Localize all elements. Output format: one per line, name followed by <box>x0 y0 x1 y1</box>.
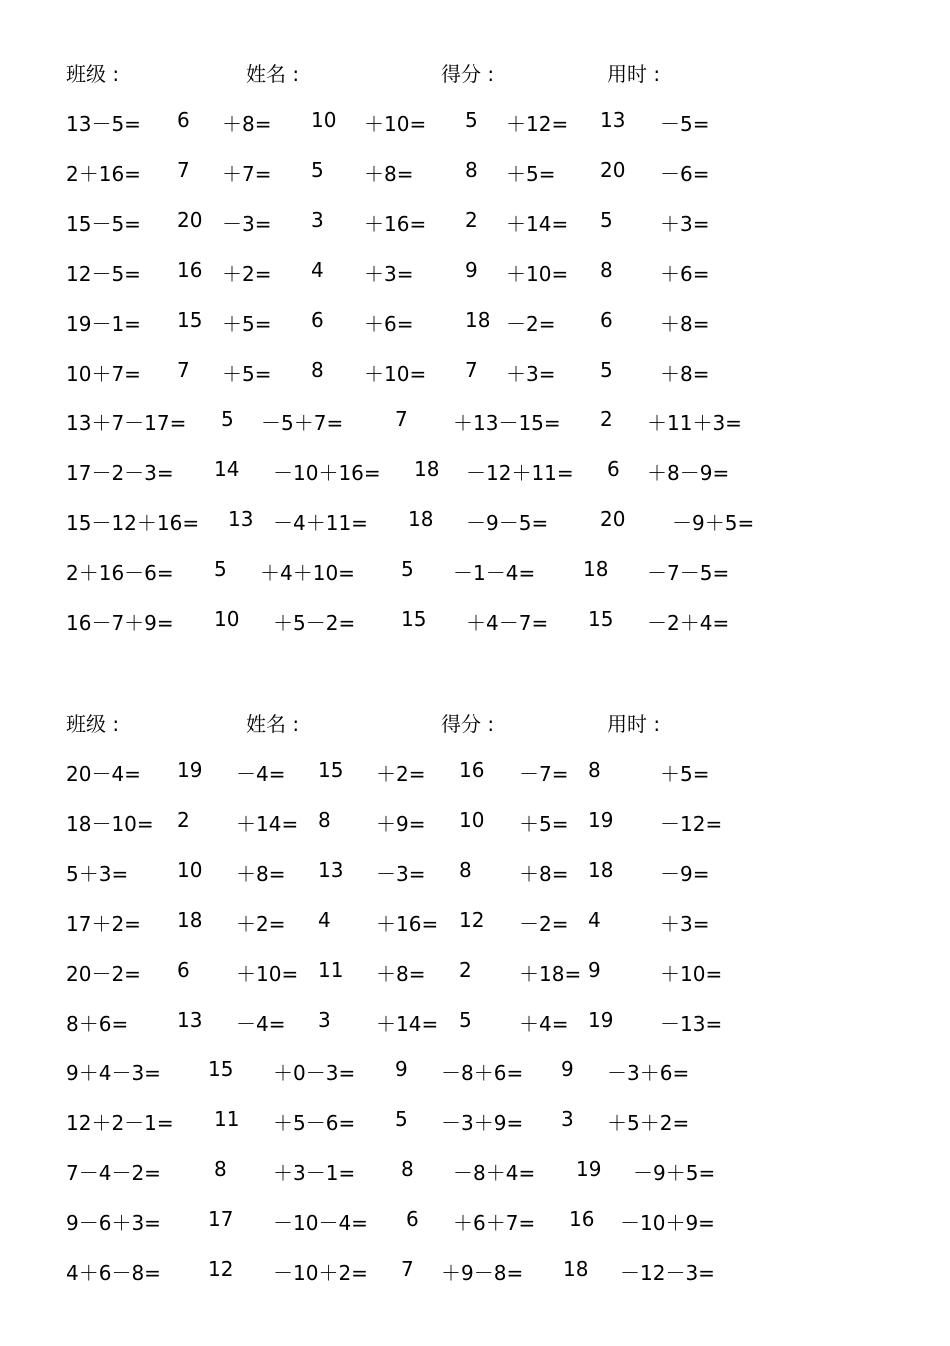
expression-cell: ＋2= <box>222 261 272 286</box>
number-cell: 15 <box>318 758 344 782</box>
expression-cell: ＋4＋10= <box>260 561 355 586</box>
expression-cell: ＋6＋7= <box>453 1211 536 1236</box>
expression-cell: ＋10= <box>506 261 569 286</box>
expression-cell: 2＋16－6= <box>66 561 174 586</box>
number-cell: 3 <box>318 1007 331 1032</box>
number-cell: 7 <box>177 357 190 382</box>
expression-cell: ＋11＋3= <box>647 411 742 436</box>
expression-cell: ＋8= <box>660 361 710 386</box>
expression-cell: ＋13－15= <box>453 411 561 436</box>
expression-cell: －7= <box>519 762 569 786</box>
expression-cell: ＋8= <box>519 861 569 886</box>
problem-row <box>0 407 950 437</box>
expression-cell: ＋8= <box>660 311 710 336</box>
number-cell: 6 <box>600 307 613 332</box>
problem-row <box>0 958 950 988</box>
expression-cell: ＋8= <box>364 161 414 186</box>
number-cell: 7 <box>395 407 408 432</box>
number-cell: 13 <box>600 108 626 132</box>
expression-cell: 7－4－2= <box>66 1161 161 1186</box>
expression-cell: －4= <box>236 1011 286 1036</box>
expression-cell: ＋9= <box>376 811 426 836</box>
number-cell: 2 <box>600 407 613 432</box>
number-cell: 6 <box>607 457 620 482</box>
number-cell: 8 <box>401 1157 414 1182</box>
number-cell: 16 <box>569 1207 595 1232</box>
expression-cell: －3＋9= <box>441 1111 524 1136</box>
number-cell: 15 <box>588 607 614 631</box>
expression-cell: 13－5= <box>66 112 141 136</box>
expression-cell: －7－5= <box>647 561 730 586</box>
expression-cell: －12－3= <box>620 1261 715 1285</box>
number-cell: 5 <box>395 1107 408 1132</box>
expression-cell: 18－10= <box>66 811 154 836</box>
expression-cell: 17－2－3= <box>66 461 174 486</box>
number-cell: 4 <box>311 257 324 282</box>
problem-row <box>0 1057 950 1087</box>
number-cell: 6 <box>406 1207 419 1232</box>
class-label: 班级 : <box>66 712 120 736</box>
expression-cell: ＋5= <box>222 361 272 386</box>
expression-cell: ＋10= <box>364 361 427 386</box>
number-cell: 5 <box>600 207 613 232</box>
number-cell: 18 <box>563 1257 589 1281</box>
number-cell: 6 <box>177 957 190 982</box>
number-cell: 7 <box>401 1257 414 1281</box>
problem-row <box>0 258 950 288</box>
expression-cell: ＋16= <box>376 911 439 936</box>
expression-cell: ＋2= <box>236 911 286 936</box>
number-cell: 10 <box>459 807 485 832</box>
number-cell: 5 <box>459 1007 472 1032</box>
number-cell: 15 <box>177 307 203 332</box>
number-cell: 5 <box>221 407 234 432</box>
expression-cell: －10＋2= <box>273 1261 368 1285</box>
expression-cell: ＋0－3= <box>273 1061 356 1086</box>
worksheet-header <box>0 58 950 88</box>
number-cell: 19 <box>588 1007 614 1032</box>
expression-cell: ＋3= <box>364 261 414 286</box>
name-label: 姓名 : <box>246 712 300 736</box>
expression-cell: ＋3= <box>660 211 710 236</box>
number-cell: 2 <box>177 807 190 832</box>
problem-row <box>0 858 950 888</box>
number-cell: 6 <box>311 307 324 332</box>
expression-cell: ＋5= <box>660 762 710 786</box>
expression-cell: －9＋5= <box>633 1161 716 1186</box>
expression-cell: ＋14= <box>236 811 299 836</box>
problem-row <box>0 1257 950 1287</box>
number-cell: 17 <box>208 1207 234 1232</box>
expression-cell: ＋2= <box>376 762 426 786</box>
expression-cell: 13＋7－17= <box>66 411 187 436</box>
problem-row <box>0 1107 950 1137</box>
number-cell: 8 <box>459 857 472 882</box>
expression-cell: 8＋6= <box>66 1011 129 1036</box>
number-cell: 12 <box>459 907 485 932</box>
score-label: 得分 : <box>441 62 495 86</box>
expression-cell: 5＋3= <box>66 861 129 886</box>
expression-cell: ＋3= <box>506 361 556 386</box>
number-cell: 9 <box>561 1057 574 1082</box>
problem-row <box>0 358 950 388</box>
expression-cell: ＋10= <box>236 961 299 986</box>
number-cell: 10 <box>177 857 203 882</box>
expression-cell: －12＋11= <box>466 461 574 486</box>
number-cell: 6 <box>177 108 190 132</box>
expression-cell: －2= <box>519 911 569 936</box>
expression-cell: 20－4= <box>66 762 141 786</box>
number-cell: 18 <box>177 907 203 932</box>
number-cell: 4 <box>318 907 331 932</box>
number-cell: 10 <box>214 607 240 631</box>
number-cell: 13 <box>228 507 254 532</box>
expression-cell: 4＋6－8= <box>66 1261 161 1285</box>
problem-row <box>0 208 950 238</box>
number-cell: 19 <box>177 758 203 782</box>
number-cell: 5 <box>311 157 324 182</box>
expression-cell: 12－5= <box>66 261 141 286</box>
expression-cell: 20－2= <box>66 961 141 986</box>
expression-cell: 19－1= <box>66 311 141 336</box>
problem-row <box>0 158 950 188</box>
number-cell: 8 <box>465 157 478 182</box>
number-cell: 11 <box>318 957 344 982</box>
problem-row <box>0 607 950 637</box>
number-cell: 2 <box>465 207 478 232</box>
expression-cell: ＋5= <box>506 161 556 186</box>
number-cell: 18 <box>465 307 491 332</box>
expression-cell: ＋5= <box>222 311 272 336</box>
expression-cell: －9＋5= <box>672 511 755 536</box>
expression-cell: －3＋6= <box>607 1061 690 1086</box>
problem-row <box>0 108 950 138</box>
score-label: 得分 : <box>441 712 495 736</box>
expression-cell: －4= <box>236 762 286 786</box>
number-cell: 3 <box>561 1107 574 1132</box>
expression-cell: －8＋4= <box>453 1161 536 1186</box>
problem-row <box>0 457 950 487</box>
expression-cell: ＋8= <box>376 961 426 986</box>
expression-cell: －8＋6= <box>441 1061 524 1086</box>
number-cell: 18 <box>408 507 434 532</box>
expression-cell: －9= <box>660 861 710 886</box>
number-cell: 13 <box>318 857 344 882</box>
number-cell: 20 <box>600 157 626 182</box>
expression-cell: 17＋2= <box>66 911 141 936</box>
expression-cell: ＋10= <box>364 112 427 136</box>
number-cell: 14 <box>214 457 240 482</box>
expression-cell: ＋3－1= <box>273 1161 356 1186</box>
worksheet-1 <box>0 58 950 635</box>
number-cell: 8 <box>600 257 613 282</box>
expression-cell: －3= <box>376 861 426 886</box>
expression-cell: ＋14= <box>506 211 569 236</box>
number-cell: 19 <box>588 807 614 832</box>
number-cell: 15 <box>401 607 427 631</box>
worksheet-2 <box>0 708 950 1285</box>
expression-cell: ＋16= <box>364 211 427 236</box>
expression-cell: －9－5= <box>466 511 549 536</box>
worksheet-header <box>0 708 950 738</box>
time-label: 用时 : <box>607 62 661 86</box>
expression-cell: ＋5＋2= <box>607 1111 690 1136</box>
expression-cell: ＋14= <box>376 1011 439 1036</box>
number-cell: 5 <box>214 557 227 582</box>
expression-cell: ＋7= <box>222 161 272 186</box>
number-cell: 18 <box>588 857 614 882</box>
expression-cell: 15－5= <box>66 211 141 236</box>
problem-row <box>0 1008 950 1038</box>
expression-cell: －10＋16= <box>273 461 381 486</box>
expression-cell: 9－6＋3= <box>66 1211 161 1236</box>
expression-cell: 2＋16= <box>66 161 141 186</box>
number-cell: 8 <box>318 807 331 832</box>
name-label: 姓名 : <box>246 62 300 86</box>
expression-cell: 9＋4－3= <box>66 1061 161 1086</box>
expression-cell: －1－4= <box>453 561 536 586</box>
expression-cell: －5＋7= <box>261 411 344 436</box>
number-cell: 4 <box>588 907 601 932</box>
expression-cell: ＋5= <box>519 811 569 836</box>
number-cell: 8 <box>588 758 601 782</box>
expression-cell: ＋10= <box>660 961 723 986</box>
expression-cell: ＋4= <box>519 1011 569 1036</box>
expression-cell: ＋8－9= <box>647 461 730 486</box>
expression-cell: 12＋2－1= <box>66 1111 174 1136</box>
problem-row <box>0 1157 950 1187</box>
expression-cell: ＋9－8= <box>441 1261 524 1285</box>
number-cell: 13 <box>177 1007 203 1032</box>
number-cell: 7 <box>177 157 190 182</box>
number-cell: 20 <box>177 207 203 232</box>
problem-row <box>0 908 950 938</box>
expression-cell: －13= <box>660 1011 723 1036</box>
number-cell: 7 <box>465 357 478 382</box>
expression-cell: －6= <box>660 161 710 186</box>
problem-row <box>0 507 950 537</box>
number-cell: 11 <box>214 1107 240 1132</box>
number-cell: 18 <box>583 557 609 582</box>
number-cell: 3 <box>311 207 324 232</box>
expression-cell: ＋8= <box>236 861 286 886</box>
problem-row <box>0 808 950 838</box>
problem-row <box>0 758 950 788</box>
expression-cell: 15－12＋16= <box>66 511 200 536</box>
expression-cell: ＋8= <box>222 112 272 136</box>
expression-cell: －2＋4= <box>647 611 730 635</box>
number-cell: 9 <box>465 257 478 282</box>
number-cell: 20 <box>600 507 626 532</box>
number-cell: 16 <box>177 257 203 282</box>
number-cell: 9 <box>395 1057 408 1082</box>
number-cell: 12 <box>208 1257 234 1281</box>
expression-cell: ＋6= <box>364 311 414 336</box>
expression-cell: 10＋7= <box>66 361 141 386</box>
number-cell: 8 <box>311 357 324 382</box>
number-cell: 5 <box>401 557 414 582</box>
expression-cell: ＋6= <box>660 261 710 286</box>
expression-cell: ＋18= <box>519 961 582 986</box>
time-label: 用时 : <box>607 712 661 736</box>
number-cell: 5 <box>600 357 613 382</box>
expression-cell: －12= <box>660 811 723 836</box>
number-cell: 19 <box>576 1157 602 1182</box>
number-cell: 5 <box>465 108 478 132</box>
number-cell: 15 <box>208 1057 234 1082</box>
problem-row <box>0 1207 950 1237</box>
number-cell: 10 <box>311 108 337 132</box>
expression-cell: ＋5－2= <box>273 611 356 635</box>
class-label: 班级 : <box>66 62 120 86</box>
expression-cell: －10－4= <box>273 1211 368 1236</box>
expression-cell: －5= <box>660 112 710 136</box>
number-cell: 18 <box>414 457 440 482</box>
expression-cell: －4＋11= <box>273 511 368 536</box>
expression-cell: ＋12= <box>506 112 569 136</box>
expression-cell: －10＋9= <box>620 1211 715 1236</box>
problem-row <box>0 557 950 587</box>
number-cell: 9 <box>588 957 601 982</box>
expression-cell: ＋5－6= <box>273 1111 356 1136</box>
expression-cell: －3= <box>222 211 272 236</box>
problem-row <box>0 308 950 338</box>
number-cell: 8 <box>214 1157 227 1182</box>
number-cell: 16 <box>459 758 485 782</box>
expression-cell: －2= <box>506 311 556 336</box>
expression-cell: ＋3= <box>660 911 710 936</box>
expression-cell: 16－7＋9= <box>66 611 174 635</box>
number-cell: 2 <box>459 957 472 982</box>
expression-cell: ＋4－7= <box>466 611 549 635</box>
